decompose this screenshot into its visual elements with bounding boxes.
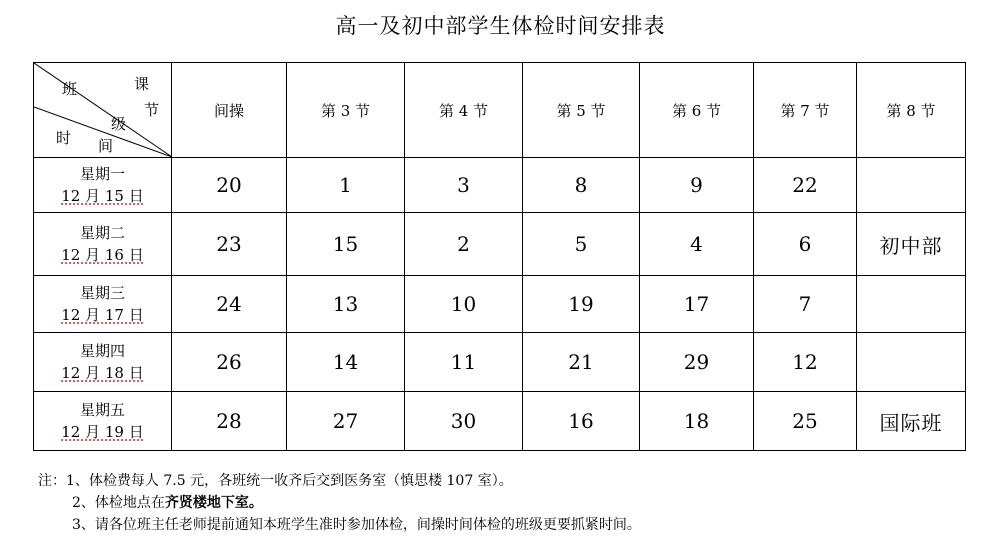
table-row: [34, 213, 966, 276]
column-header-period-7: 第 7 节: [754, 63, 857, 158]
day-cell: [34, 158, 172, 213]
table-cell: 5: [523, 213, 640, 276]
day-date: 12 月 19 日: [61, 423, 144, 441]
corner-label-ji: 级: [111, 115, 127, 133]
table-cell: 29: [640, 333, 754, 392]
corner-label-jian: 间: [98, 137, 114, 155]
table-cell: 16: [523, 392, 640, 451]
day-name: 星期四: [79, 342, 125, 360]
day-cell: [34, 333, 172, 392]
corner-label-ban: 班: [62, 80, 78, 98]
schedule-table: [33, 62, 966, 451]
day-date: 12 月 17 日: [61, 306, 144, 324]
group-label-cell: 国际班: [857, 392, 966, 451]
note-line-1: 注：1、体检费每人 7.5 元，各班统一收齐后交到医务室（慎思楼 107 室）。: [38, 473, 513, 489]
header-row: [34, 63, 966, 158]
table-cell: 20: [172, 158, 287, 213]
corner-label-shi: 时: [56, 129, 72, 147]
table-cell: 14: [287, 333, 405, 392]
table-cell: [857, 333, 966, 392]
table-cell: [857, 276, 966, 333]
day-name: 星期一: [79, 165, 125, 183]
table-row: [34, 276, 966, 333]
table-row: [34, 392, 966, 451]
column-header-period-6: 第 6 节: [640, 63, 754, 158]
table-row: [34, 158, 966, 213]
table-cell: 12: [754, 333, 857, 392]
table-cell: 6: [754, 213, 857, 276]
corner-header-cell: [34, 63, 172, 158]
group-label-cell: 初中部: [857, 213, 966, 276]
day-name: 星期三: [79, 284, 125, 302]
column-header-jiancao: 间操: [172, 63, 287, 158]
table-cell: 11: [405, 333, 523, 392]
table-cell: 23: [172, 213, 287, 276]
table-cell: 4: [640, 213, 754, 276]
column-header-period-4: 第 4 节: [405, 63, 523, 158]
day-cell: [34, 276, 172, 333]
table-cell: 2: [405, 213, 523, 276]
day-cell: [34, 213, 172, 276]
day-date: 12 月 15 日: [61, 187, 144, 205]
page-title: 高一及初中部学生体检时间安排表: [335, 14, 666, 38]
table-cell: 30: [405, 392, 523, 451]
table-cell: 27: [287, 392, 405, 451]
table-cell: 25: [754, 392, 857, 451]
column-header-period-8: 第 8 节: [857, 63, 966, 158]
day-name: 星期五: [79, 401, 125, 419]
day-date: 12 月 16 日: [61, 246, 144, 264]
table-cell: 17: [640, 276, 754, 333]
table-cell: 28: [172, 392, 287, 451]
table-cell: [857, 158, 966, 213]
table-cell: 19: [523, 276, 640, 333]
table-cell: 26: [172, 333, 287, 392]
day-cell: [34, 392, 172, 451]
table-cell: 22: [754, 158, 857, 213]
table-cell: 9: [640, 158, 754, 213]
corner-label-ke: 课: [134, 75, 150, 93]
day-name: 星期二: [79, 224, 125, 242]
table-cell: 1: [287, 158, 405, 213]
table-cell: 10: [405, 276, 523, 333]
table-cell: 15: [287, 213, 405, 276]
note-line-2-prefix: 2、体检地点在: [72, 495, 165, 511]
note-line-2: [38, 492, 641, 514]
table-cell: 13: [287, 276, 405, 333]
table-cell: 3: [405, 158, 523, 213]
table-cell: 18: [640, 392, 754, 451]
table-cell: 24: [172, 276, 287, 333]
corner-label-jie: 节: [144, 101, 160, 119]
table-cell: 7: [754, 276, 857, 333]
table-row: [34, 333, 966, 392]
column-header-period-3: 第 3 节: [287, 63, 405, 158]
day-date: 12 月 18 日: [61, 364, 144, 382]
note-line-2-location: 齐贤楼地下室。: [164, 495, 263, 511]
table-cell: 21: [523, 333, 640, 392]
note-line-3: 3、请各位班主任老师提前通知本班学生准时参加体检，间操时间体检的班级更要抓紧时间。: [72, 517, 641, 533]
table-cell: 8: [523, 158, 640, 213]
notes-section: [38, 470, 641, 536]
column-header-period-5: 第 5 节: [523, 63, 640, 158]
